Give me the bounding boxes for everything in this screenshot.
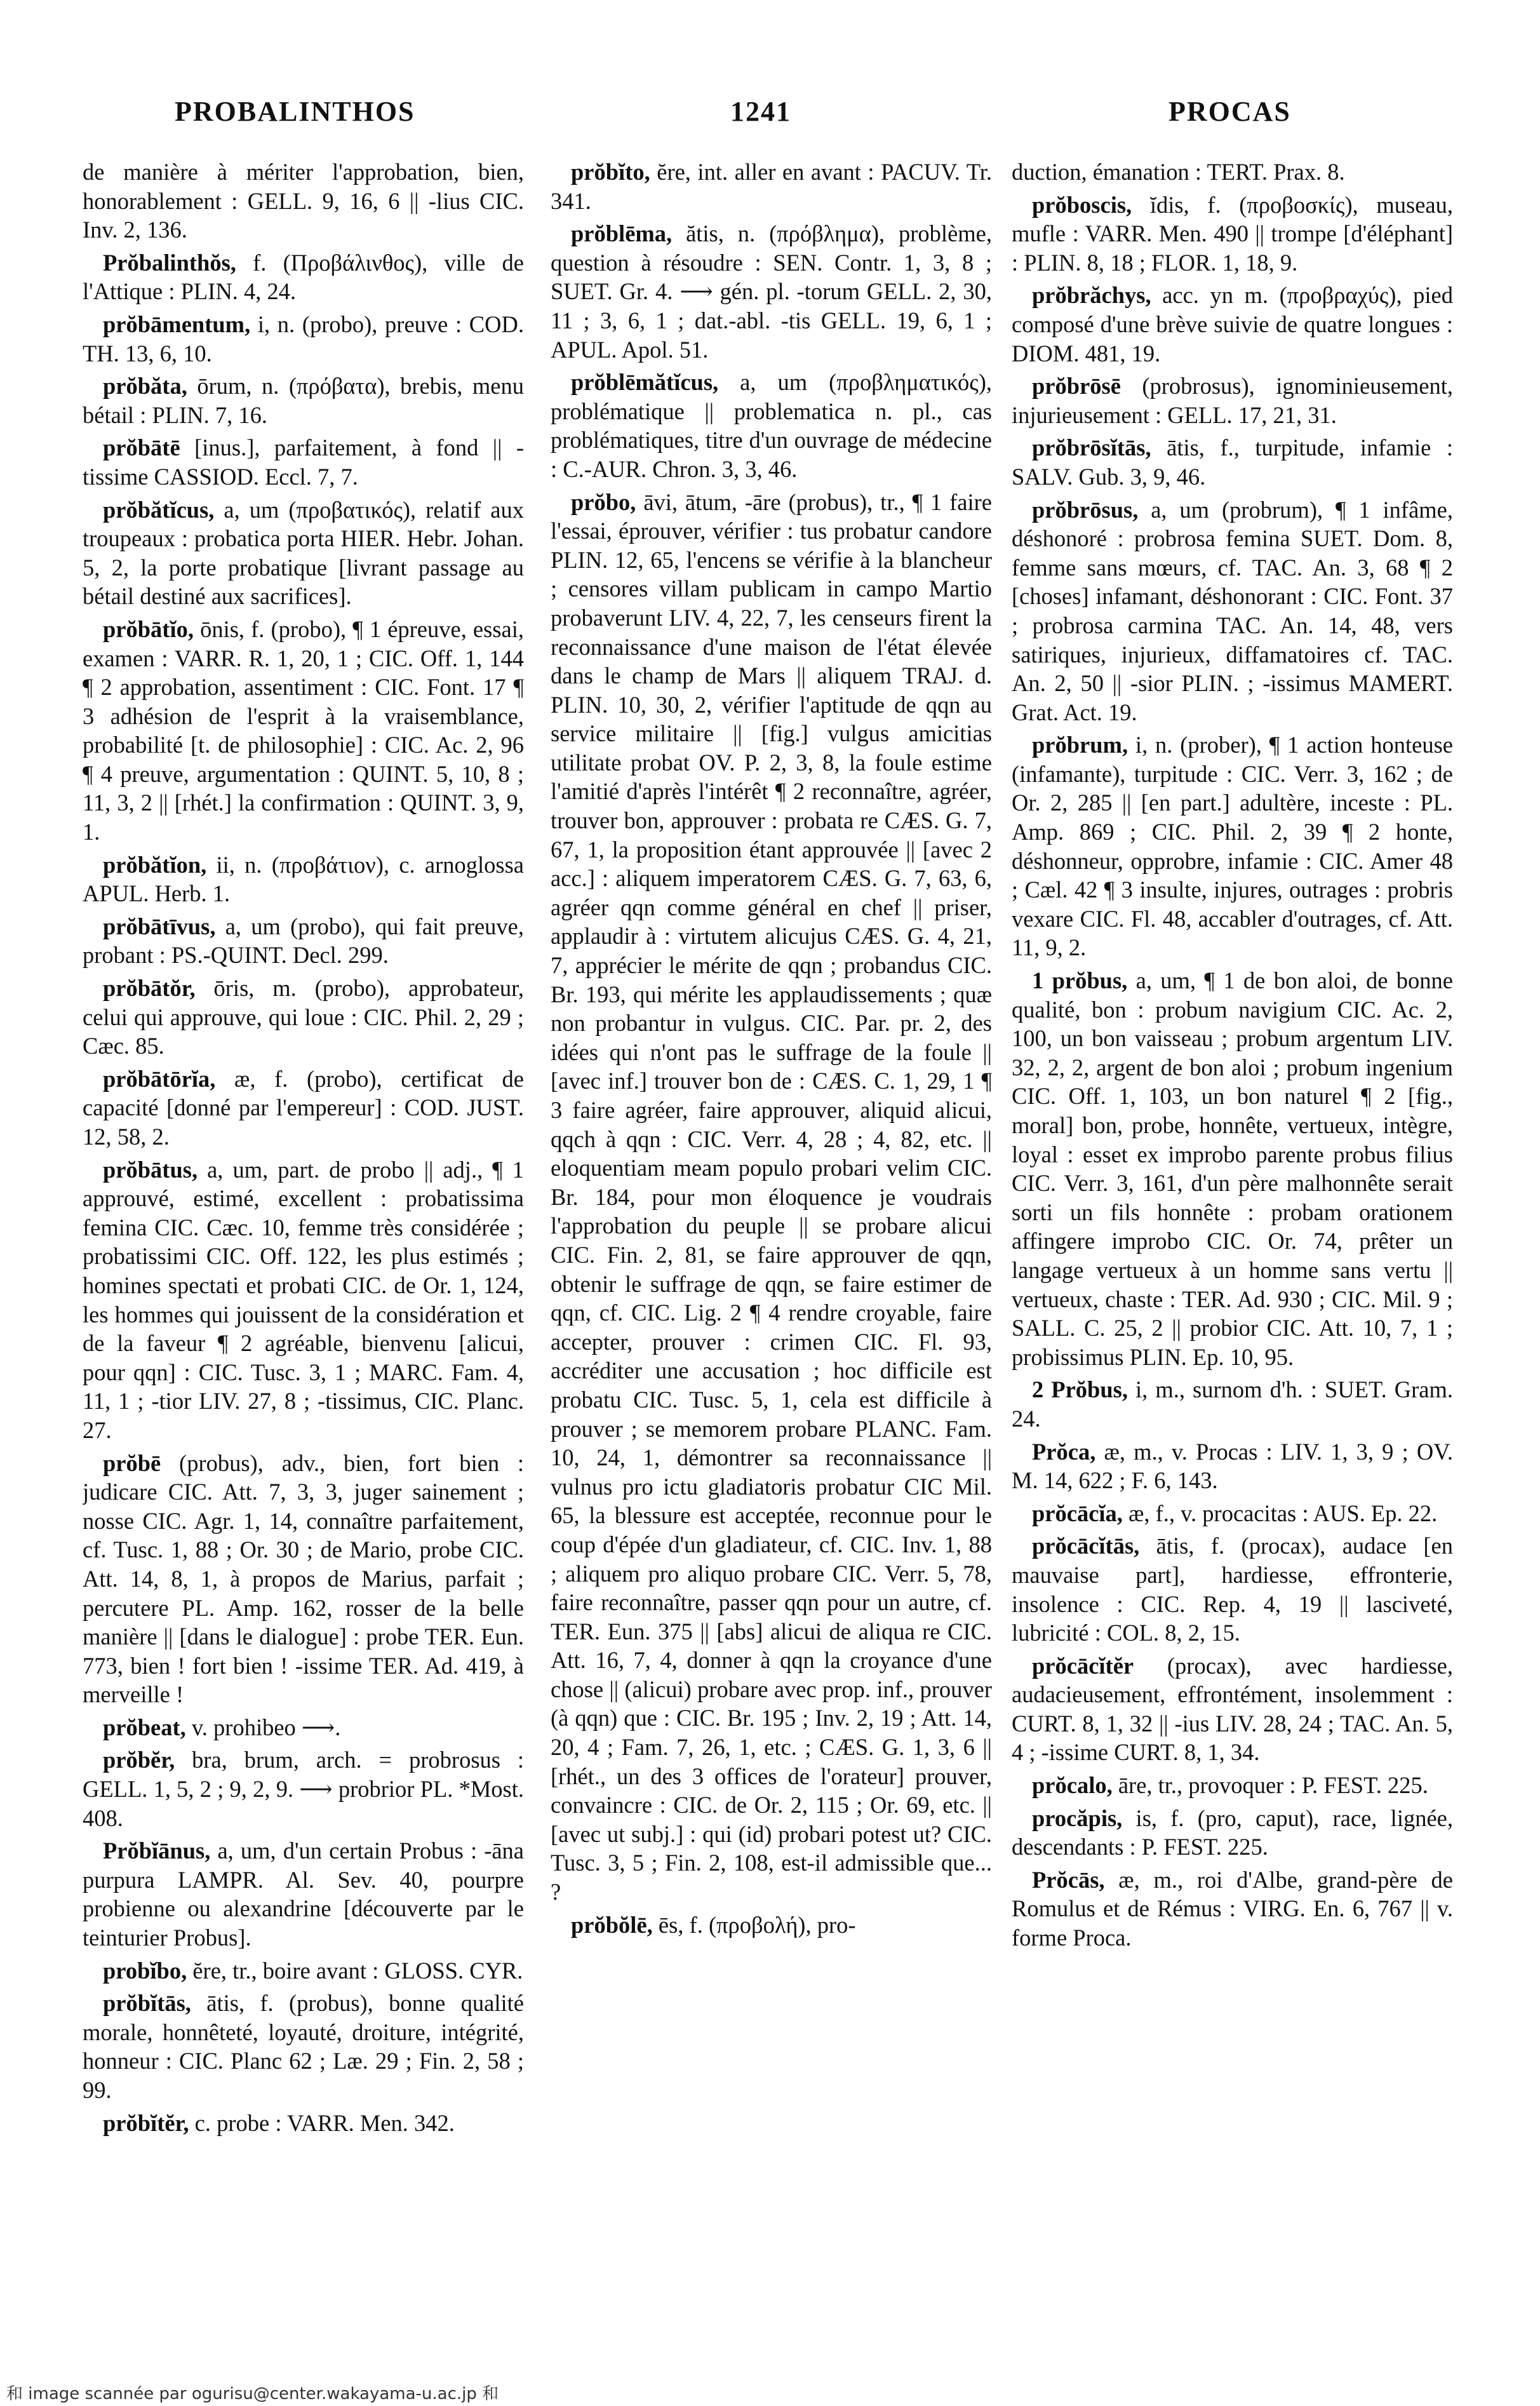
dictionary-entry bbox=[83, 433, 524, 491]
headword: prŏbo, bbox=[571, 488, 636, 515]
entry-definition: a, um (προβατικός), relatif aux troupeaux : probatica porta HIER. Hebr. Johan. 5, 2, la porte probatique [livrant passage au bétail destiné aux sacrifices]. bbox=[83, 496, 524, 610]
entry-definition: ii, n. (προβάτιον), c. arnoglossa APUL. Herb. 1. bbox=[83, 851, 524, 907]
entry-definition: a, um, ¶ 1 de bon aloi, de bonne qualité, bon : probum navigium CIC. Ac. 2, 100, un bon vaisseau ; probum argentum LIV. 32, 2, 2, argent de bon aloi ; probum ingenium CIC. Off. 1, 103, un bon naturel ¶ 2 [fig., moral] bon, probe, honnête, vertueux, intègre, loyal : esset ex improbo parente probus filius CIC. Verr. 3, 161, d'un père malhonnête serait sorti un fils honnête : probam orationem affingere improbo CIC. Or. 74, prêter un langage vertueux à un homme sans vertu || vertueux, chaste : TER. Ad. 930 ; CIC. Mil. 9 ; SALL. C. 25, 2 || probior CIC. Att. 10, 7, 1 ; probissimus PLIN. Ep. 10, 95. bbox=[1012, 967, 1453, 1370]
dictionary-entry bbox=[83, 495, 524, 611]
entry-definition: ātis, f. (procax), audace [en mauvaise part], hardiesse, effronterie, insolence : CIC. Rep. 4, 19 || lasciveté, lubricité : COL. 8, 2, 15. bbox=[1012, 1533, 1453, 1646]
headword: prŏbrōsĭtās, bbox=[1032, 434, 1151, 461]
headword: prŏbātŏr, bbox=[103, 975, 196, 1002]
headword: prŏbē bbox=[103, 1449, 161, 1476]
entry-definition: i, n. (prober), ¶ 1 action honteuse (infamante), turpitude : CIC. Verr. 3, 162 ; de Or. 2, 285 || [en part.] adultère, inceste : PL. Amp. 869 ; CIC. Phil. 2, 39 ¶ 2 honte, déshonneur, opprobre, infamie : CIC. Amer 48 ; Cæl. 42 ¶ 3 insulte, injures, outrages : probris vexare CIC. Fl. 48, accabler d'outrages, cf. Att. 11, 9, 2. bbox=[1012, 732, 1453, 961]
entry-definition: ēs, f. (προβολή), pro- bbox=[652, 1911, 856, 1938]
dictionary-entry bbox=[83, 974, 524, 1061]
entry-definition: ōris, m. (probo), approbateur, celui qui approuve, qui loue : CIC. Phil. 2, 29 ; Cæc. 85. bbox=[83, 975, 524, 1059]
headword: Prŏca, bbox=[1032, 1438, 1096, 1465]
page-number: 1241 bbox=[730, 96, 791, 127]
dictionary-entry bbox=[83, 615, 524, 847]
dictionary-entry bbox=[551, 158, 992, 215]
dictionary-columns bbox=[83, 158, 1473, 2342]
entry-definition: ătis, n. (πρόβλημα), problème, question à résoudre : SEN. Contr. 1, 3, 8 ; SUET. Gr. 4. ⟶ gén. pl. -torum GELL. 2, 30, 11 ; 3, 6, 1 ; dat.-abl. -tis GELL. 19, 6, 1 ; APUL. Apol. 51. bbox=[551, 220, 992, 363]
running-head-left: PROBALINTHOS bbox=[175, 96, 415, 127]
dictionary-entry bbox=[83, 1713, 524, 1742]
headword: prŏbrum, bbox=[1032, 732, 1128, 758]
running-head-right: PROCAS bbox=[1168, 96, 1291, 127]
dictionary-entry bbox=[1012, 191, 1453, 278]
dictionary-entry bbox=[1012, 1865, 1453, 1952]
entry-definition: ātis, f., turpitude, infamie : SALV. Gub. 3, 9, 46. bbox=[1012, 434, 1453, 490]
dictionary-entry bbox=[1012, 1499, 1453, 1528]
dictionary-entry bbox=[83, 1155, 524, 1445]
dictionary-entry bbox=[1012, 1437, 1453, 1495]
headword: prŏbĕr, bbox=[103, 1747, 175, 1773]
headword: prŏbătĭon, bbox=[103, 851, 207, 878]
headword: prŏcalo, bbox=[1032, 1772, 1113, 1799]
dictionary-entry bbox=[83, 158, 524, 245]
entry-definition: a, um (probo), qui fait preuve, probant : PS.-QUINT. Decl. 299. bbox=[83, 913, 524, 969]
page-header bbox=[0, 95, 1540, 146]
headword: procăpis, bbox=[1032, 1805, 1123, 1831]
headword: Prŏbĭānus, bbox=[103, 1838, 211, 1864]
headword: prŏbăta, bbox=[103, 373, 187, 400]
dictionary-entry bbox=[1012, 730, 1453, 962]
headword: prŏbĭto, bbox=[571, 159, 650, 185]
headword: prŏcācĭa, bbox=[1032, 1500, 1123, 1526]
dictionary-entry bbox=[83, 1836, 524, 1952]
scan-credit: 和 image scannée par ogurisu@center.wakayama-u.ac.jp 和 bbox=[6, 2384, 499, 2403]
entry-definition: v. prohibeo ⟶. bbox=[185, 1714, 341, 1740]
entry-definition: (probrosus), ignominieusement, injurieusement : GELL. 17, 21, 31. bbox=[1012, 373, 1453, 428]
entry-definition: āvi, ātum, -āre (probus), tr., ¶ 1 faire l'essai, éprouver, vérifier : tus probatur candore PLIN. 12, 65, l'encens se vérifie à la blancheur ; censores villam publicam in campo Martio probaverunt LIV. 4, 22, 7, les censeurs firent la reconnaissance d'une maison de l'état élevée dans le champ de Mars || aliquem TRAJ. d. PLIN. 10, 30, 2, vérifier l'aptitude de qqn au service militaire || [fig.] vulgus amicitias utilitate probat OV. P. 2, 3, 8, la foule estime l'amitié d'après l'intérêt ¶ 2 reconnaître, agréer, trouver bon, approuver : probata re CÆS. G. 7, 67, 1, la proposition étant approuvée || [avec 2 acc.] : aliquem imperatorem CÆS. G. 7, 63, 6, agréer qqn comme général en chef || priser, applaudir à : virtutem alicujus CÆS. G. 4, 21, 7, apprécier le mérite de qqn ; probandus CIC. Br. 193, qui mérite les applaudissements ; quæ non probantur in vulgus. CIC. Par. pr. 2, des idées qui n'ont pas le suffrage de la foule || [avec inf.] trouver bon de : CÆS. C. 1, 29, 1 ¶ 3 faire agréer, faire approuver, aliquid alicui, qqch à qqn : CIC. Verr. 4, 28 ; 4, 82, etc. || eloquentiam meam populo probari velim CIC. Br. 184, pour mon éloquence je voudrais l'approbation du peuple || se probare alicui CIC. Fin. 2, 81, se faire approuver de qqn, obtenir le suffrage de qqn, se faire estimer de qqn, cf. CIC. Lig. 2 ¶ 4 rendre croyable, faire accepter, prouver : crimen CIC. Fl. 93, accréditer une accusation ; hoc difficile est probatu CIC. Tusc. 5, 1, cela est difficile à prouver ; se memorem probare PLANC. Fam. 10, 24, 1, démontrer sa reconnaissance || vulnus pro ictu gladiatoris probatur CIC Mil. 65, la blessure est acceptée, reconnue pour le coup d'épée d'un gladiateur, cf. CIC. Inv. 1, 88 ; aliquem pro aliquo probare CIC. Verr. 5, 78, faire reconnaître, passer qqn pour un autre, cf. TER. Eun. 375 || [abs] alicui de aliqua re CIC. Att. 16, 7, 4, donner à qqn la croyance d'une chose || (alicui) probare avec prop. inf., prouver (à qqn) que : CIC. Br. 195 ; Inv. 2, 19 ; Att. 14, 20, 4 ; Fam. 7, 26, 1, etc. ; CÆS. G. 1, 3, 6 || [rhét., un des 3 offices de l'orateur] prouver, convaincre : CIC. de Or. 2, 115 ; Or. 69, etc. || [avec ut subj.] : qui (id) probari potest ut? CIC. Tusc. 3, 5 ; Fin. 2, 108, est-il admissible que... ? bbox=[551, 488, 992, 1905]
entry-definition: bra, brum, arch. = probrosus : GELL. 1, 5, 2 ; 9, 2, 9. ⟶ probrior PL. *Most. 408. bbox=[83, 1747, 524, 1831]
headword: prŏbātōrĭa, bbox=[103, 1065, 216, 1092]
entry-definition: i, m., surnom d'h. : SUET. Gram. 24. bbox=[1012, 1376, 1453, 1432]
headword: probĭbo, bbox=[103, 1957, 187, 1984]
entry-definition: duction, émanation : TERT. Prax. 8. bbox=[1012, 159, 1345, 185]
headword: prŏbeat, bbox=[103, 1714, 186, 1740]
entry-definition: c. probe : VARR. Men. 342. bbox=[189, 2109, 455, 2136]
headword: prŏbātus, bbox=[103, 1156, 198, 1183]
headword: prŏcācĭtās, bbox=[1032, 1533, 1140, 1559]
dictionary-entry bbox=[1012, 433, 1453, 491]
dictionary-entry bbox=[551, 488, 992, 1907]
entry-definition: (procax), avec hardiesse, audacieusement, effrontément, insolemment : CURT. 8, 1, 32 || -ius LIV. 28, 24 ; TAC. An. 5, 4 ; -issime CURT. 8, 1, 34. bbox=[1012, 1652, 1453, 1766]
entry-definition: (probus), adv., bien, fort bien : judicare CIC. Att. 7, 3, 3, juger sainement ; nosse CIC. Agr. 1, 14, connaître parfaitement, cf. Tusc. 1, 88 ; Or. 30 ; de Mario, probe CIC. Att. 14, 8, 1, à propos de Marius, parfait ; percutere PL. Amp. 162, rosser de la belle manière || [dans le dialogue] : probe TER. Eun. 773, bien ! fort bien ! -issime TER. Ad. 419, à merveille ! bbox=[83, 1449, 524, 1708]
headword: prŏbāmentum, bbox=[103, 311, 251, 337]
headword: prŏblēma, bbox=[571, 220, 673, 247]
dictionary-entry bbox=[1012, 372, 1453, 429]
entry-definition: æ, f. (probo), certificat de capacité [donné par l'empereur] : COD. JUST. 12, 58, 2. bbox=[83, 1065, 524, 1150]
entry-definition: āre, tr., provoquer : P. FEST. 225. bbox=[1112, 1772, 1428, 1799]
dictionary-entry bbox=[551, 368, 992, 483]
column-3 bbox=[1012, 158, 1453, 2342]
headword: prŏbrōsus, bbox=[1032, 496, 1139, 523]
dictionary-entry bbox=[1012, 281, 1453, 368]
headword: 1 prŏbus, bbox=[1032, 967, 1128, 994]
entry-definition: a, um, part. de probo || adj., ¶ 1 approuvé, estimé, excellent : probatissima femina CIC. Cæc. 10, femme très considérée ; probatissimi CIC. Off. 122, les plus estimés ; homines spectati et probati CIC. de Or. 1, 124, les hommes qui jouissent de la considération et de la faveur ¶ 2 agréable, bienvenu [alicui, pour qqn] : CIC. Tusc. 3, 1 ; MARC. Fam. 4, 11, 1 ; -tior LIV. 27, 8 ; -tissimus, CIC. Planc. 27. bbox=[83, 1156, 524, 1443]
dictionary-entry bbox=[1012, 495, 1453, 727]
headword: prŏblēmătĭcus, bbox=[571, 369, 719, 396]
entry-definition: f. (Προβάλινθος), ville de l'Attique : PLIN. 4, 24. bbox=[83, 249, 524, 305]
dictionary-entry bbox=[1012, 1804, 1453, 1862]
entry-definition: a, um (probrum), ¶ 1 infâme, déshonoré : probrosa femina SUET. Dom. 8, femme sans mœurs, cf. TAC. An. 3, 68 ¶ 2 [choses] infamant, déshonorant : CIC. Font. 37 ; probrosa carmina TAC. An. 14, 48, vers satiriques, injurieux, diffamatoires cf. TAC. An. 2, 50 || -sior PLIN. ; -issimus MAMERT. Grat. Act. 19. bbox=[1012, 496, 1453, 725]
dictionary-entry bbox=[83, 1449, 524, 1709]
headword: Prŏbalinthŏs, bbox=[103, 249, 236, 276]
entry-definition: æ, f., v. procacitas : AUS. Ep. 22. bbox=[1122, 1500, 1438, 1526]
dictionary-entry bbox=[83, 1989, 524, 2104]
entry-definition: is, f. (pro, caput), race, lignée, descendants : P. FEST. 225. bbox=[1012, 1805, 1453, 1860]
entry-definition: æ, m., roi d'Albe, grand-père de Romulus et de Rémus : VIRG. En. 6, 767 || v. forme Proca. bbox=[1012, 1866, 1453, 1951]
dictionary-entry bbox=[83, 912, 524, 970]
dictionary-entry bbox=[1012, 158, 1453, 187]
dictionary-entry bbox=[551, 1911, 992, 1940]
dictionary-entry bbox=[551, 219, 992, 364]
entry-definition: ĭdis, f. (προβοσκίς), museau, mufle : VARR. Men. 490 || trompe [d'éléphant] : PLIN. 8, 18 ; FLOR. 1, 18, 9. bbox=[1012, 191, 1453, 276]
entry-definition: a, um (προβληματικός), problématique || problematica n. pl., cas problématiques, titre d'un ouvrage de médecine : C.-AUR. Chron. 3, 3, 46. bbox=[551, 369, 992, 482]
headword: prŏbātīvus, bbox=[103, 913, 216, 939]
column-2 bbox=[551, 158, 992, 2342]
headword: prŏbātĭo, bbox=[103, 615, 194, 642]
entry-definition: ōrum, n. (πρόβατα), brebis, menu bétail : PLIN. 7, 16. bbox=[83, 373, 524, 428]
dictionary-entry bbox=[83, 850, 524, 908]
entry-definition: ōnis, f. (probo), ¶ 1 épreuve, essai, examen : VARR. R. 1, 20, 1 ; CIC. Off. 1, 144 ¶ 2 approbation, assentiment : CIC. Font. 17 ¶ 3 adhésion de l'esprit à la vraisemblance, probabilité [t. de philosophie] : CIC. Ac. 2, 96 ¶ 4 preuve, argumentation : QUINT. 5, 10, 8 ; 11, 3, 2 || [rhét.] la confirmation : QUINT. 3, 9, 1. bbox=[83, 615, 524, 845]
dictionary-entry bbox=[83, 248, 524, 306]
dictionary-entry bbox=[83, 1956, 524, 1986]
headword: prŏcācĭtĕr bbox=[1032, 1652, 1134, 1679]
dictionary-entry bbox=[83, 2109, 524, 2138]
column-1 bbox=[83, 158, 524, 2342]
dictionary-entry bbox=[1012, 1771, 1453, 1800]
headword: prŏbĭtās, bbox=[103, 1990, 191, 2017]
headword: prŏbĭtĕr, bbox=[103, 2109, 189, 2136]
entry-definition: ĕre, tr., boire avant : GLOSS. CYR. bbox=[187, 1957, 523, 1984]
dictionary-entry bbox=[1012, 1531, 1453, 1647]
headword: prŏbātē bbox=[103, 434, 180, 461]
dictionary-entry bbox=[1012, 1375, 1453, 1433]
headword: prŏbŏlē, bbox=[571, 1911, 653, 1938]
dictionary-entry bbox=[83, 310, 524, 368]
dictionary-entry bbox=[1012, 966, 1453, 1371]
headword: prŏbătĭcus, bbox=[103, 496, 215, 523]
entry-definition: acc. yn m. (προβραχύς), pied composé d'une brève suivie de quatre longues : DIOM. 481, 19. bbox=[1012, 282, 1453, 366]
headword: prŏboscis, bbox=[1032, 191, 1132, 218]
dictionary-entry bbox=[83, 1745, 524, 1832]
entry-definition: ĕre, int. aller en avant : PACUV. Tr. 341. bbox=[551, 159, 992, 214]
dictionary-entry bbox=[83, 372, 524, 429]
headword: 2 Prŏbus, bbox=[1032, 1376, 1128, 1403]
entry-definition: de manière à mériter l'approbation, bien, honorablement : GELL. 9, 16, 6 || -lius CIC. Inv. 2, 136. bbox=[83, 159, 524, 243]
headword: Prŏcās, bbox=[1032, 1866, 1105, 1893]
entry-definition: æ, m., v. Procas : LIV. 1, 3, 9 ; OV. M. 14, 622 ; F. 6, 143. bbox=[1012, 1438, 1453, 1494]
entry-definition: ātis, f. (probus), bonne qualité morale, honnêteté, loyauté, droiture, intégrité, honneur : CIC. Planc 62 ; Læ. 29 ; Fin. 2, 58 ; 99. bbox=[83, 1990, 524, 2103]
entry-definition: i, n. (probo), preuve : COD. TH. 13, 6, 10. bbox=[83, 311, 524, 366]
headword: prŏbrōsē bbox=[1032, 373, 1121, 400]
dictionary-entry bbox=[83, 1065, 524, 1152]
dictionary-entry bbox=[1012, 1651, 1453, 1767]
entry-definition: a, um, d'un certain Probus : -āna purpura LAMPR. Al. Sev. 40, pourpre probienne ou alexandrine [découverte par le teinturier Probus]. bbox=[83, 1838, 524, 1951]
entry-definition: [inus.], parfaitement, à fond || -tissime CASSIOD. Eccl. 7, 7. bbox=[83, 434, 524, 490]
headword: prŏbrăchys, bbox=[1032, 282, 1151, 309]
